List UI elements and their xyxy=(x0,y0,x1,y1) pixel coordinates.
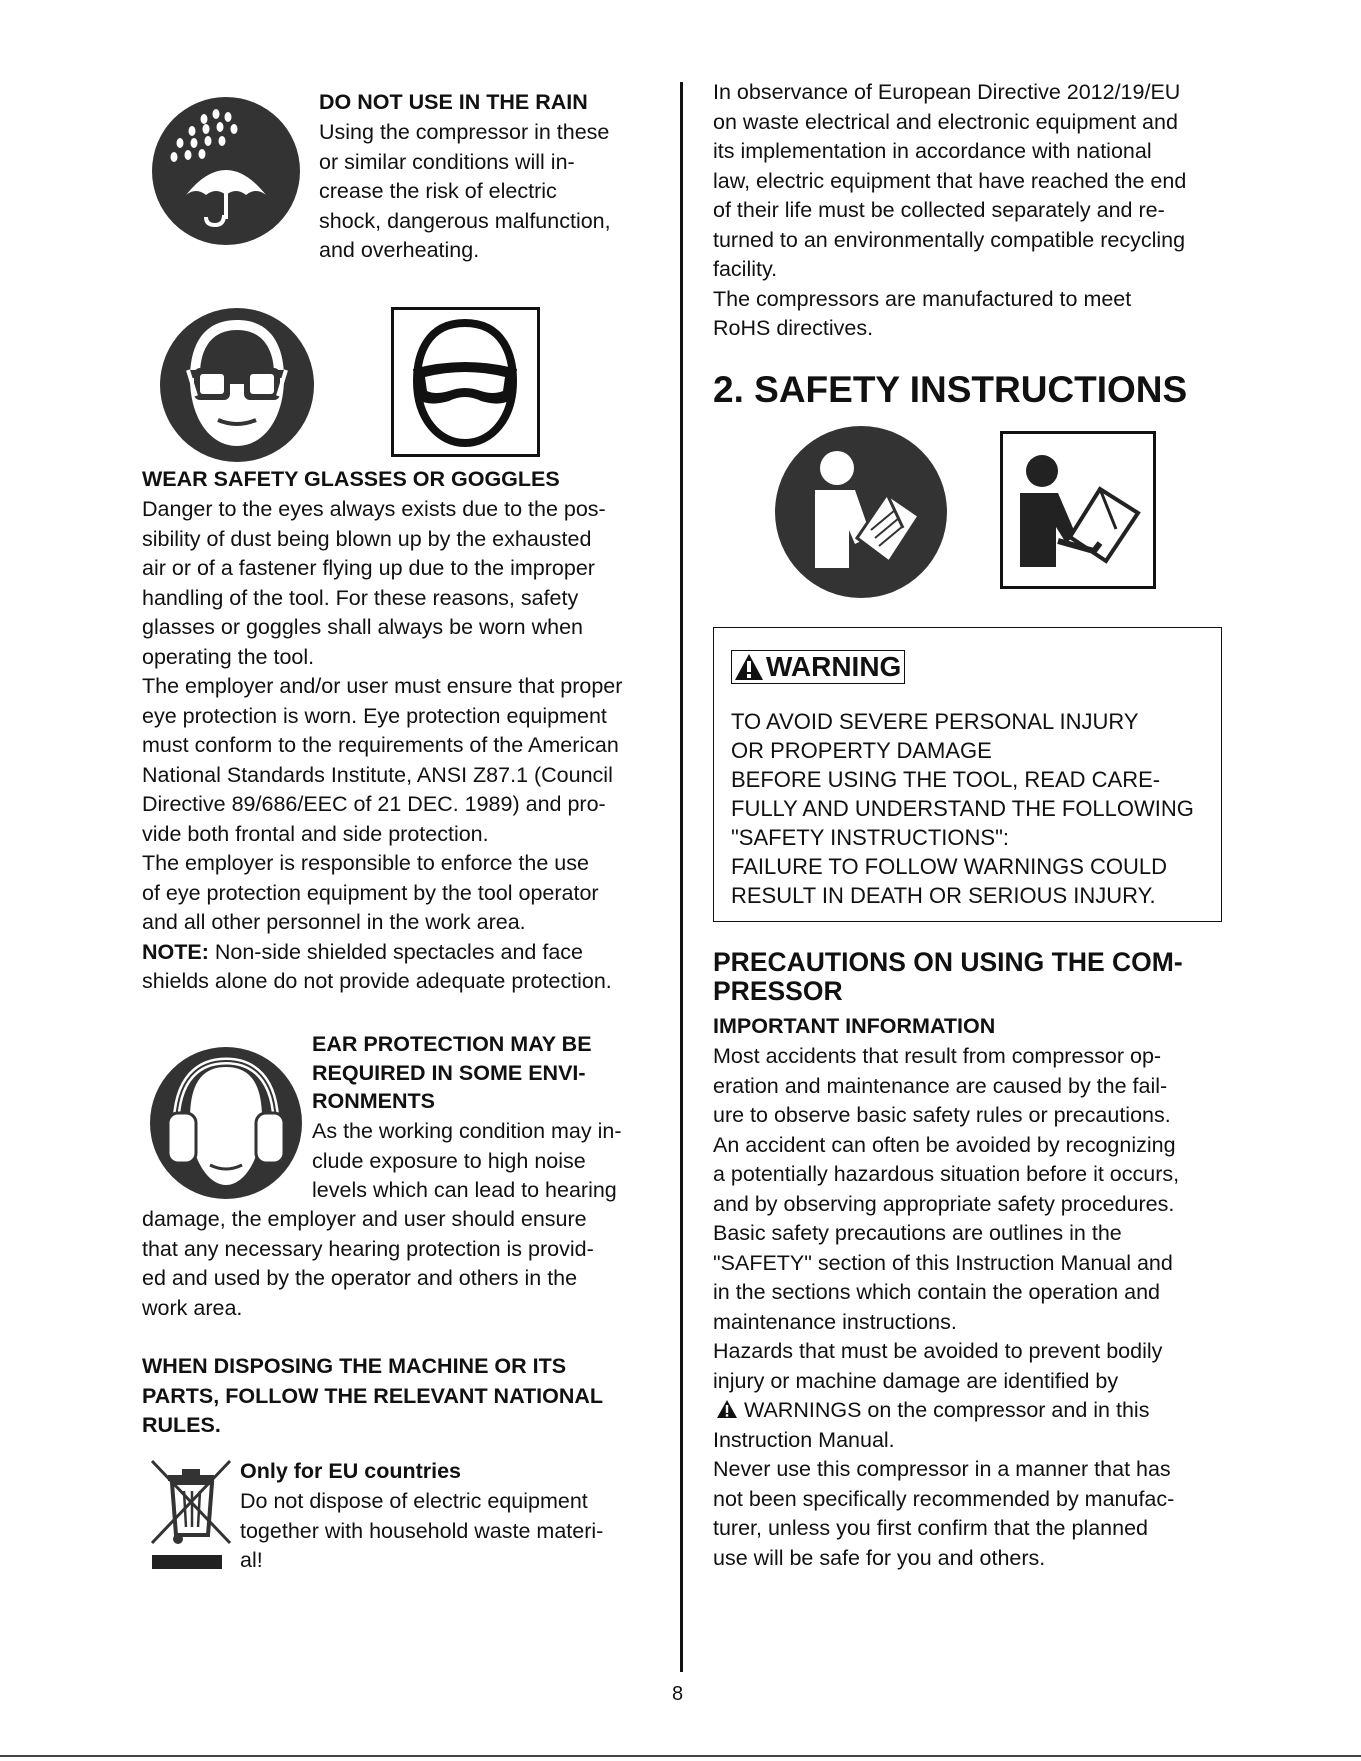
warning-text: TO AVOID SEVERE PERSONAL INJURY OR PROPERTY DAMAGE BEFORE USING THE TOOL, READ CARE- FULLY AND UNDERSTAND THE FOLLOWING "SAFETY INSTRUCTIONS": FAILURE TO FOLLOW WARNINGS COULD RESULT IN DEATH OR SERIOUS INJURY. xyxy=(731,709,1194,908)
precautions-paragraph: Most accidents that result from compressor op- eration and maintenance are caused by the fail- ure to observe basic safety rules or precautions. An accident can often be avoided by recognizing a potentially hazardous situation before it occurs, and by observing appropriate safety procedures. Basic safety precautions are outlines in the "SAFETY" section of this Instruction Manual and in the sections which contain the operation and maintenance instructions. Hazards that must be avoided to prevent bodily injury or machine damage are identified by WARNINGS on the compressor and in this Instruction Manual. Never use this compressor in a manner that has not been specifically recommended by manufac- turer, unless you first confirm that the planned use will be safe for you and others. xyxy=(713,1044,1180,1570)
warning-triangle-small-icon xyxy=(716,1399,738,1419)
note-line: NOTE: Non-side shielded spectacles and face xyxy=(142,939,583,964)
disposal-heading: WHEN DISPOSING THE MACHINE OR ITS PARTS, FOLLOW THE RELEVANT NATIONAL RULES. xyxy=(142,1354,604,1437)
warning-box xyxy=(713,627,1222,922)
column-divider xyxy=(680,82,683,1672)
ear-paragraph: damage, the employer and user should ensure that any necessary hearing protection is provid- ed and used by the operator and others in the work area. xyxy=(142,1207,594,1320)
bottom-rule xyxy=(0,1755,1361,1757)
warning-label: WARNING xyxy=(731,650,905,684)
read-manual-icon xyxy=(1000,431,1156,589)
eu-paragraph: Do not dispose of electric equipment together with household waste materi- al! xyxy=(240,1489,604,1572)
warning-inline-line: WARNINGS on the compressor and in this xyxy=(713,1396,1179,1426)
goggles-heading: WEAR SAFETY GLASSES OR GOGGLES xyxy=(142,467,560,491)
read-manual-mandatory-icon xyxy=(775,426,947,598)
crossed-out-bin-icon xyxy=(148,1457,234,1573)
eu-heading: Only for EU countries xyxy=(240,1459,462,1483)
rain-paragraph: Using the compressor in these or similar conditions will in- crease the risk of electric shock, dangerous malfunction, and overheating. xyxy=(319,120,611,262)
rain-heading: DO NOT USE IN THE RAIN xyxy=(319,90,588,114)
important-subheading: IMPORTANT INFORMATION xyxy=(713,1014,996,1038)
umbrella-rain-icon xyxy=(152,97,300,245)
goggles-paragraph: Danger to the eyes always exists due to the pos- sibility of dust being blown up by the exhausted air or of a fastener flying up due to the improper handling of the tool. For these reasons, safety glasses or goggles shall always be worn when operating the tool. The employer and/or user must ensure that proper eye protection is worn. Eye protection equipment must conform to the requirements of the American National Standards Institute, ANSI Z87.1 (Council Directive 89/686/EEC of 21 DEC. 1989) and pro- vide both frontal and side protection. The employer is responsible to enforce the use of eye protection equipment by the tool operator and all other personnel in the work area. NOTE: Non-side shielded spectacles and face shields alone do not provide adequate protection. xyxy=(142,497,623,993)
safety-glasses-mandatory-icon xyxy=(160,308,314,462)
ear-protection-icon xyxy=(150,1047,302,1199)
warning-triangle-icon xyxy=(734,653,764,681)
ear-side-paragraph: As the working condition may in- clude exposure to high noise levels which can lead to hearing xyxy=(312,1119,622,1202)
goggles-warning-icon xyxy=(391,307,540,457)
note-label: NOTE: xyxy=(142,939,209,964)
ear-heading: EAR PROTECTION MAY BE REQUIRED IN SOME ENVI- RONMENTS xyxy=(312,1032,592,1113)
page-number: 8 xyxy=(672,1683,684,1705)
weee-paragraph: In observance of European Directive 2012/19/EU on waste electrical and electronic equipment and its implementation in accordance with national law, electric equipment that have reached the end of their life must be collected separately and re- turned to an environmentally compatible recycling facility. The compressors are manufactured to meet RoHS directives. xyxy=(713,80,1187,340)
precautions-heading: PRECAUTIONS ON USING THE COM- PRESSOR xyxy=(713,947,1183,1006)
section-title: 2. SAFETY INSTRUCTIONS xyxy=(713,369,1188,410)
